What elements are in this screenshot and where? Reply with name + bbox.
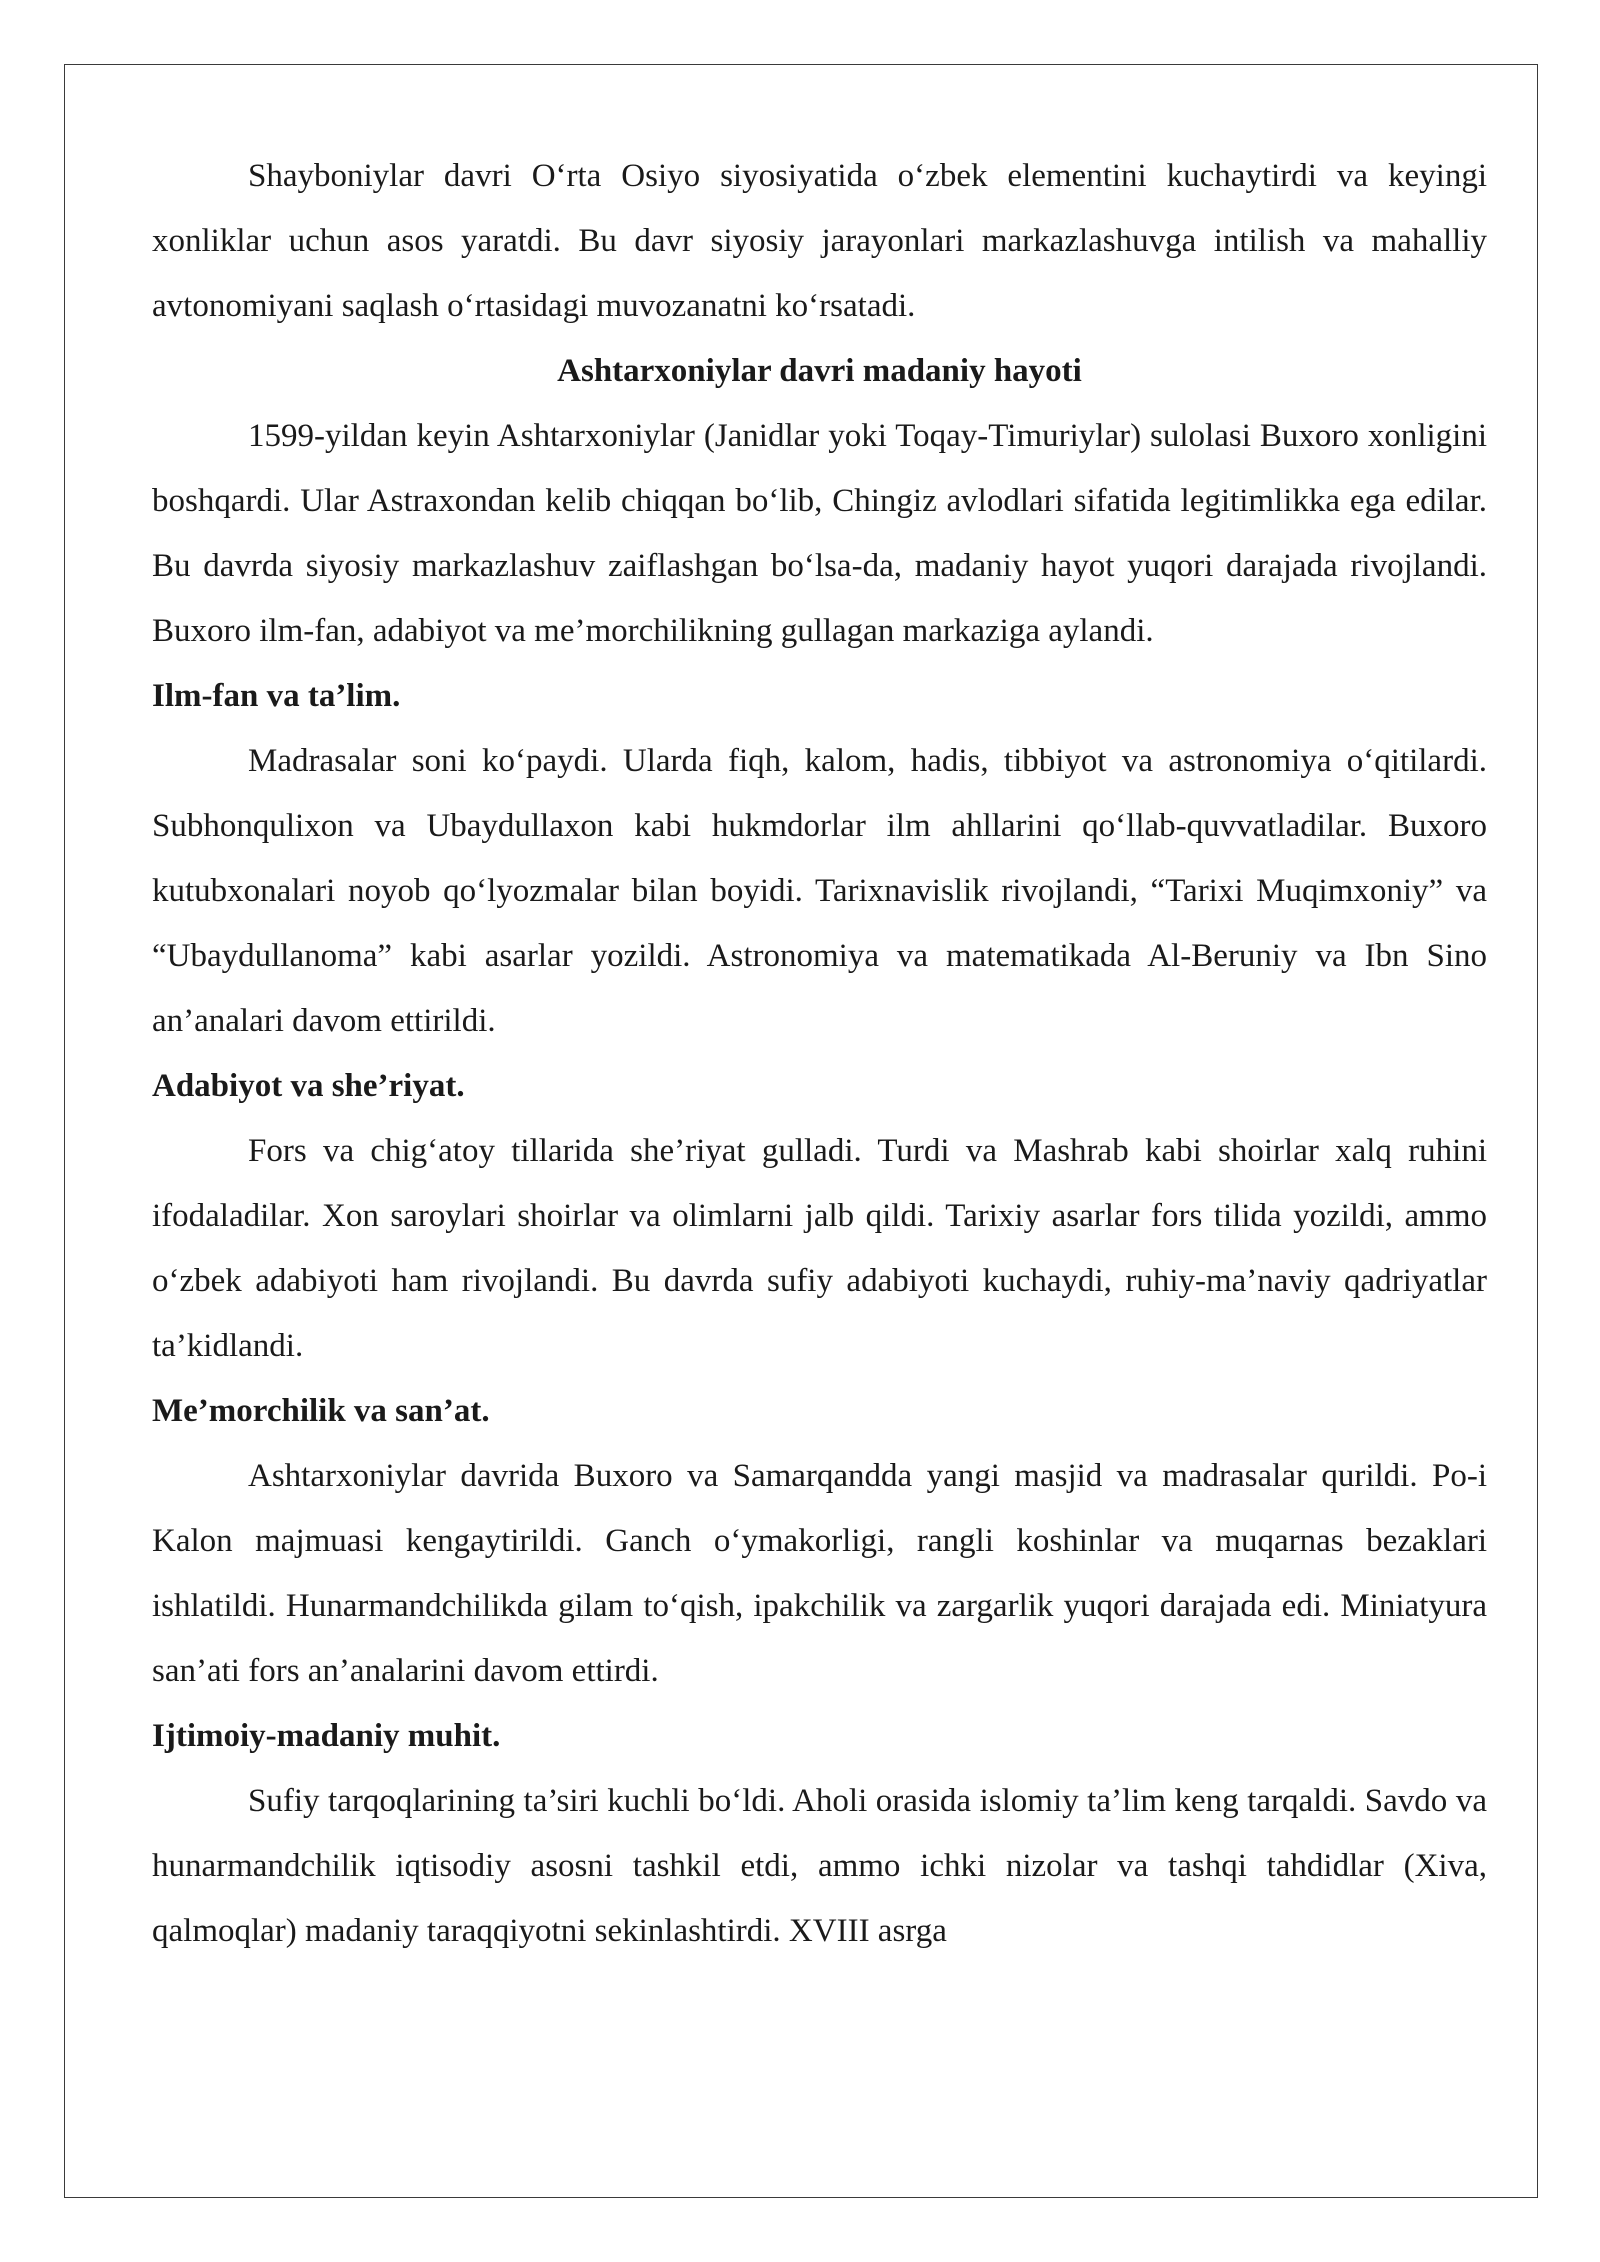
- subheading-science-education: Ilm-fan va ta’lim.: [152, 678, 401, 714]
- document-body: [152, 144, 1487, 1964]
- paragraph-architecture-art: Ashtarxoniylar davrida Buxoro va Samarqandda yangi masjid va madrasalar qurildi. Po-i Kalon majmuasi kengaytirildi. Ganch o‘ymakorligi, rangli koshinlar va muqarnas bezaklari ishlatildi. Hunarmandchilikda gilam to‘qish, ipakchilik va zargarlik yuqori darajada edi. Miniatyura san’ati fors an’analarini davom ettirdi.: [152, 1458, 1487, 1689]
- paragraph-social-cultural: Sufiy tarqoqlarining ta’siri kuchli bo‘ldi. Aholi orasida islomiy ta’lim keng tarqaldi. Savdo va hunarmandchilik iqtisodiy asosni tashkil etdi, ammo ichki nizolar va tashqi tahdidlar (Xiva, qalmoqlar) madaniy taraqqiyotni sekinlashtirdi. XVIII asrga: [152, 1783, 1487, 1949]
- paragraph-literature-poetry: Fors va chig‘atoy tillarida she’riyat gulladi. Turdi va Mashrab kabi shoirlar xalq ruhini ifodaladilar. Xon saroylari shoirlar va olimlarni jalb qildi. Tarixiy asarlar fors tilida yozildi, ammo o‘zbek adabiyoti ham rivojlandi. Bu davrda sufiy adabiyoti kuchaydi, ruhiy-ma’naviy qadriyatlar ta’kidlandi.: [152, 1133, 1487, 1364]
- section-title: Ashtarxoniylar davri madaniy hayoti: [557, 353, 1082, 389]
- subheading-social-cultural: Ijtimoiy-madaniy muhit.: [152, 1718, 501, 1754]
- paragraph-science-education: Madrasalar soni ko‘paydi. Ularda fiqh, kalom, hadis, tibbiyot va astronomiya o‘qitilardi. Subhonqulixon va Ubaydullaxon kabi hukmdorlar ilm ahllarini qo‘llab-quvvatladilar. Buxoro kutubxonalari noyob qo‘lyozmalar bilan boyidi. Tarixnavislik rivojlandi, “Tarixi Muqimxoniy” va “Ubaydullanoma” kabi asarlar yozildi. Astronomiya va matematikada Al-Beruniy va Ibn Sino an’analari davom ettirildi.: [152, 743, 1487, 1039]
- subheading-literature-poetry: Adabiyot va she’riyat.: [152, 1068, 465, 1104]
- subheading-architecture-art: Me’morchilik va san’at.: [152, 1393, 490, 1429]
- paragraph-ashtarxoniylar-intro: 1599-yildan keyin Ashtarxoniylar (Janidlar yoki Toqay-Timuriylar) sulolasi Buxoro xonligini boshqardi. Ular Astraxondan kelib chiqqan bo‘lib, Chingiz avlodlari sifatida legitimlikka ega edilar. Bu davrda siyosiy markazlashuv zaiflashgan bo‘lsa-da, madaniy hayot yuqori darajada rivojlandi. Buxoro ilm-fan, adabiyot va me’morchilikning gullagan markaziga aylandi.: [152, 418, 1487, 649]
- paragraph-shayboniylar-summary: Shayboniylar davri O‘rta Osiyo siyosiyatida o‘zbek elementini kuchaytirdi va keyingi xonliklar uchun asos yaratdi. Bu davr siyosiy jarayonlari markazlashuvga intilish va mahalliy avtonomiyani saqlash o‘rtasidagi muvozanatni ko‘rsatadi.: [152, 158, 1487, 324]
